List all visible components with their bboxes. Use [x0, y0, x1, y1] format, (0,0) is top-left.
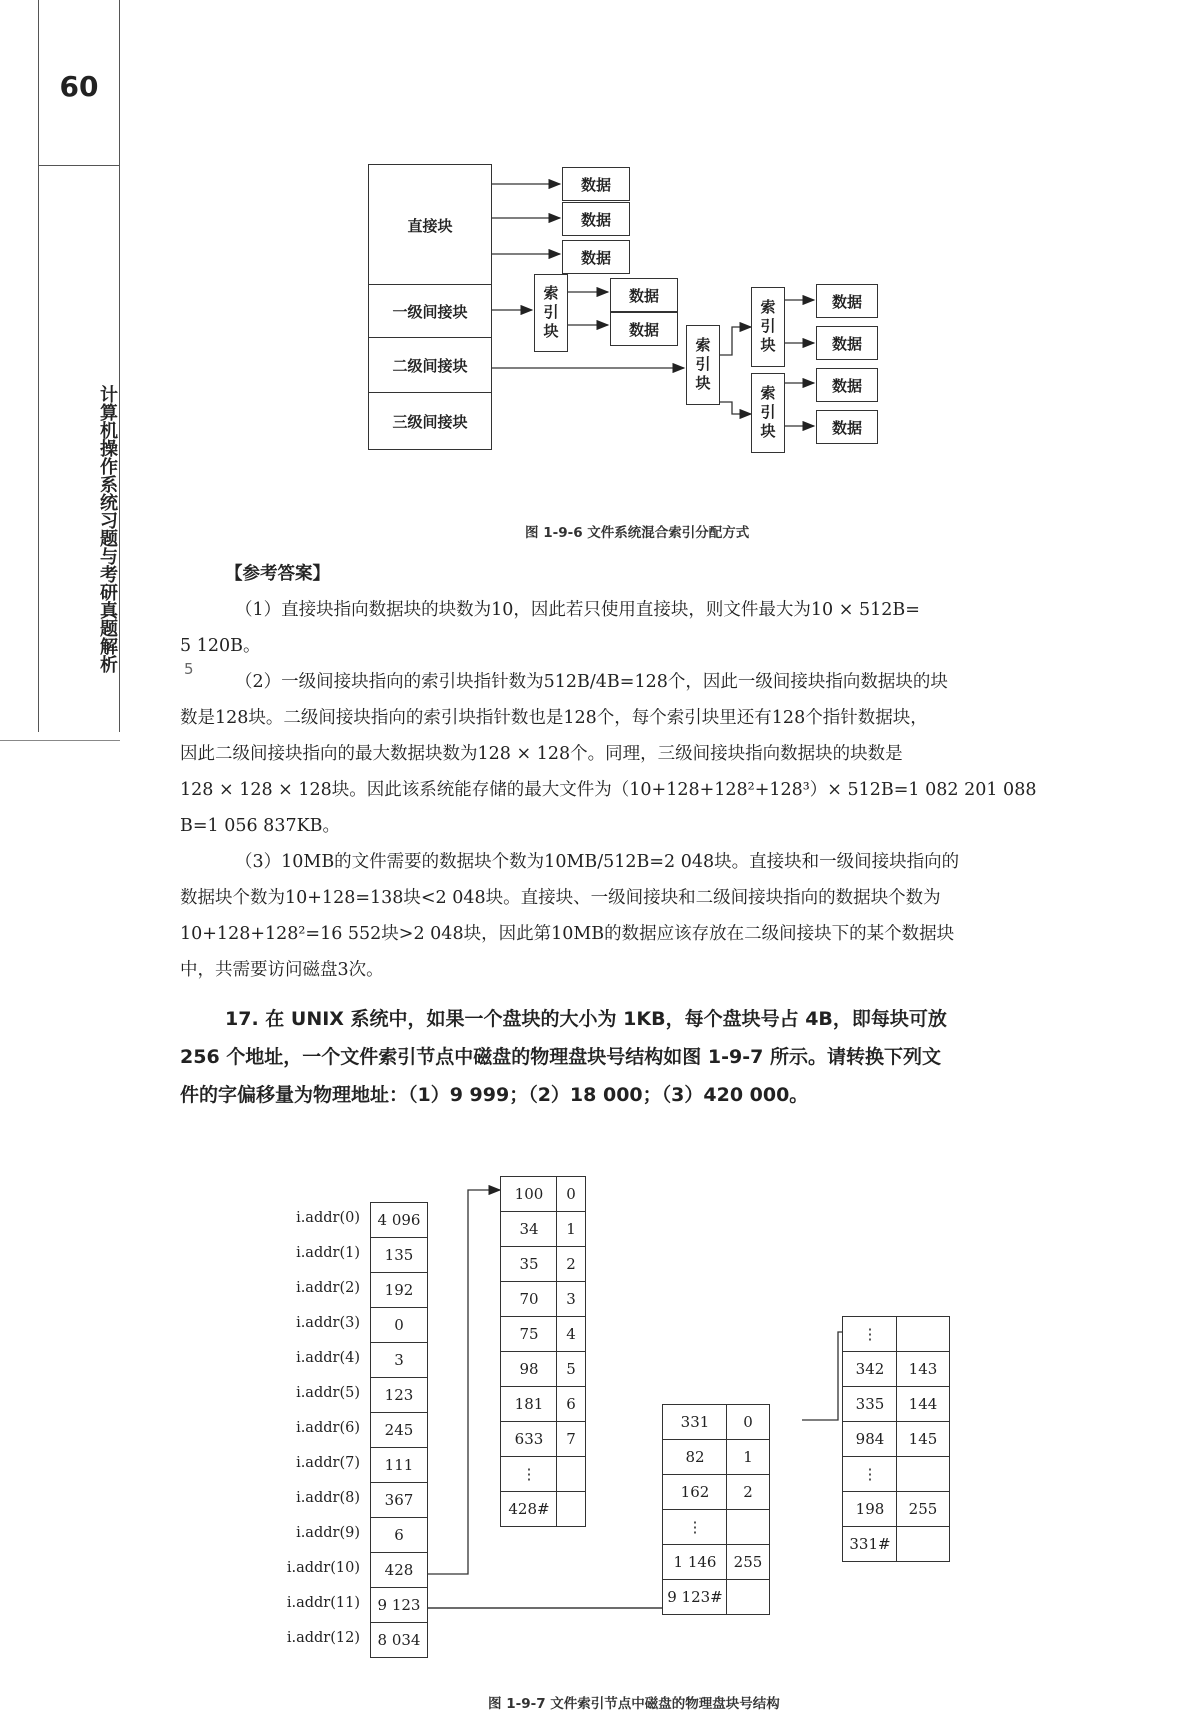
- answer-section: [180, 556, 1170, 988]
- answer-paragraph: （1）直接块指向数据块的块数为10，因此若只使用直接块，则文件最大为10 × 512B=: [235, 600, 920, 620]
- iaddr-label: i.addr(11): [286, 1595, 360, 1611]
- direct-block: 直接块: [407, 216, 453, 235]
- index-block: 索引块: [751, 287, 785, 367]
- block-cell: 181: [500, 1386, 558, 1422]
- block-index: 255: [726, 1544, 770, 1580]
- block-index: 255: [896, 1491, 950, 1527]
- iaddr-cell: 245: [370, 1412, 428, 1448]
- iaddr-cell: 8 034: [370, 1622, 428, 1658]
- block-cell: 70: [500, 1281, 558, 1317]
- index-block: 索引块: [751, 373, 785, 453]
- answer-paragraph: B=1 056 837KB。: [180, 816, 341, 836]
- single-indirect-block: 一级间接块: [368, 284, 492, 338]
- figure1-caption: 图 1-9-6 文件系统混合索引分配方式: [525, 525, 750, 541]
- block-index: 3: [556, 1281, 586, 1317]
- block-cell: 198: [842, 1491, 898, 1527]
- block-index: 145: [896, 1421, 950, 1457]
- iaddr-cell: 367: [370, 1482, 428, 1518]
- figure-mixed-index: [392, 170, 980, 500]
- block-index: 144: [896, 1386, 950, 1422]
- data-block: 数据: [562, 240, 630, 274]
- block-index: 6: [556, 1386, 586, 1422]
- page-sidebar: [38, 0, 120, 732]
- index-block: 索引块: [686, 325, 720, 405]
- answer-paragraph: 数据块个数为10+128=138块<2 048块。直接块、一级间接块和二级间接块指向的数据块个数为: [180, 888, 941, 908]
- block-cell: 633: [500, 1421, 558, 1457]
- data-block: 数据: [562, 167, 630, 201]
- block-index: [556, 1491, 586, 1527]
- answer-paragraph: （3）10MB的文件需要的数据块个数为10MB/512B=2 048块。直接块和一级间接块指向的: [235, 852, 960, 872]
- iaddr-cell: 9 123: [370, 1587, 428, 1623]
- index-block: 索引块: [534, 274, 568, 352]
- question-line: 17. 在 UNIX 系统中，如果一个盘块的大小为 1KB，每个盘块号占 4B，即每块可放: [225, 1008, 947, 1030]
- data-block: 数据: [816, 326, 878, 360]
- iaddr-cell: 192: [370, 1272, 428, 1308]
- block-index: [896, 1456, 950, 1492]
- iaddr-cell: 4 096: [370, 1202, 428, 1238]
- iaddr-label: i.addr(0): [296, 1210, 360, 1226]
- block-cell: 34: [500, 1211, 558, 1247]
- iaddr-cell: 6: [370, 1517, 428, 1553]
- block-cell: 331: [662, 1404, 728, 1440]
- block-cell: 335: [842, 1386, 898, 1422]
- answer-paragraph: 5 120B。: [180, 636, 261, 656]
- iaddr-label: i.addr(9): [296, 1525, 360, 1541]
- answer-paragraph: 中，共需要访问磁盘3次。: [180, 960, 384, 980]
- block-cell: ⋮: [842, 1456, 898, 1492]
- block-cell: ⋮: [662, 1509, 728, 1545]
- block-index: 7: [556, 1421, 586, 1457]
- answer-paragraph: 因此二级间接块指向的最大数据块数为128 × 128个。同理，三级间接块指向数据块的块数是: [180, 744, 903, 764]
- block-index: [726, 1579, 770, 1615]
- block-cell: 342: [842, 1351, 898, 1387]
- iaddr-label: i.addr(1): [296, 1245, 360, 1261]
- question-17: [180, 1000, 1170, 1114]
- answer-paragraph: 数是128块。二级间接块指向的索引块指针数也是128个，每个索引块里还有128个指针数据块，: [180, 708, 928, 728]
- block-index: 4: [556, 1316, 586, 1352]
- question-line: 件的字偏移量为物理地址：（1）9 999；（2）18 000；（3）420 000。: [180, 1084, 809, 1106]
- iaddr-cell: 428: [370, 1552, 428, 1588]
- block-cell: 35: [500, 1246, 558, 1282]
- iaddr-label: i.addr(6): [296, 1420, 360, 1436]
- iaddr-cell: 0: [370, 1307, 428, 1343]
- answer-heading: 【参考答案】: [225, 564, 330, 584]
- block-cell: 98: [500, 1351, 558, 1387]
- iaddr-label: i.addr(4): [296, 1350, 360, 1366]
- block-index: [726, 1509, 770, 1545]
- answer-paragraph: 128 × 128 × 128块。因此该系统能存储的最大文件为（10+128+128²+128³）× 512B=1 082 201 088: [180, 780, 1037, 800]
- block-index: 143: [896, 1351, 950, 1387]
- data-block: 数据: [816, 368, 878, 402]
- answer-paragraph: 10+128+128²=16 552块>2 048块，因此第10MB的数据应该存放在二级间接块下的某个数据块: [180, 924, 955, 944]
- double-indirect-block: 二级间接块: [368, 337, 492, 393]
- block-cell: ⋮: [842, 1316, 898, 1352]
- book-title: 计算机操作系统习题与考研真题解析: [97, 385, 118, 673]
- iaddr-label: i.addr(8): [296, 1490, 360, 1506]
- block-index: 5: [556, 1351, 586, 1387]
- iaddr-cell: 135: [370, 1237, 428, 1273]
- page-number: 60: [59, 70, 99, 103]
- iaddr-cell: 111: [370, 1447, 428, 1483]
- iaddr-label: i.addr(7): [296, 1455, 360, 1471]
- iaddr-cell: 3: [370, 1342, 428, 1378]
- block-cell: 100: [500, 1176, 558, 1212]
- block-index: 0: [556, 1176, 586, 1212]
- block-index: 1: [556, 1211, 586, 1247]
- question-line: 256 个地址，一个文件索引节点中磁盘的物理盘块号结构如图 1-9-7 所示。请转换下列文: [180, 1046, 941, 1068]
- iaddr-cell: 123: [370, 1377, 428, 1413]
- iaddr-label: i.addr(10): [286, 1560, 360, 1576]
- answer-paragraph: （2）一级间接块指向的索引块指针数为512B/4B=128个，因此一级间接块指向数据块的块: [235, 672, 948, 692]
- block-cell: 1 146: [662, 1544, 728, 1580]
- block-cell: ⋮: [500, 1456, 558, 1492]
- block-index: 2: [726, 1474, 770, 1510]
- sidebar-divider: [0, 740, 120, 742]
- data-block: 数据: [816, 410, 878, 444]
- block-index: 2: [556, 1246, 586, 1282]
- block-cell: 75: [500, 1316, 558, 1352]
- block-index: [896, 1526, 950, 1562]
- iaddr-label: i.addr(5): [296, 1385, 360, 1401]
- block-cell: 984: [842, 1421, 898, 1457]
- iaddr-label: i.addr(3): [296, 1315, 360, 1331]
- margin-mark: 5: [184, 660, 194, 678]
- data-block: 数据: [610, 278, 678, 312]
- figure-inode-structure: [286, 1180, 1060, 1660]
- data-block: 数据: [562, 202, 630, 236]
- data-block: 数据: [610, 312, 678, 346]
- block-cell: 9 123#: [662, 1579, 728, 1615]
- block-cell: 331#: [842, 1526, 898, 1562]
- figure2-caption: 图 1-9-7 文件索引节点中磁盘的物理盘块号结构: [488, 1696, 780, 1712]
- block-index: [896, 1316, 950, 1352]
- page-number-box: [39, 0, 119, 166]
- triple-indirect-block: 三级间接块: [368, 392, 492, 450]
- iaddr-label: i.addr(12): [286, 1630, 360, 1646]
- block-cell: 162: [662, 1474, 728, 1510]
- block-cell: 82: [662, 1439, 728, 1475]
- block-index: 1: [726, 1439, 770, 1475]
- data-block: 数据: [816, 284, 878, 318]
- block-index: [556, 1456, 586, 1492]
- block-index: 0: [726, 1404, 770, 1440]
- iaddr-label: i.addr(2): [296, 1280, 360, 1296]
- block-cell: 428#: [500, 1491, 558, 1527]
